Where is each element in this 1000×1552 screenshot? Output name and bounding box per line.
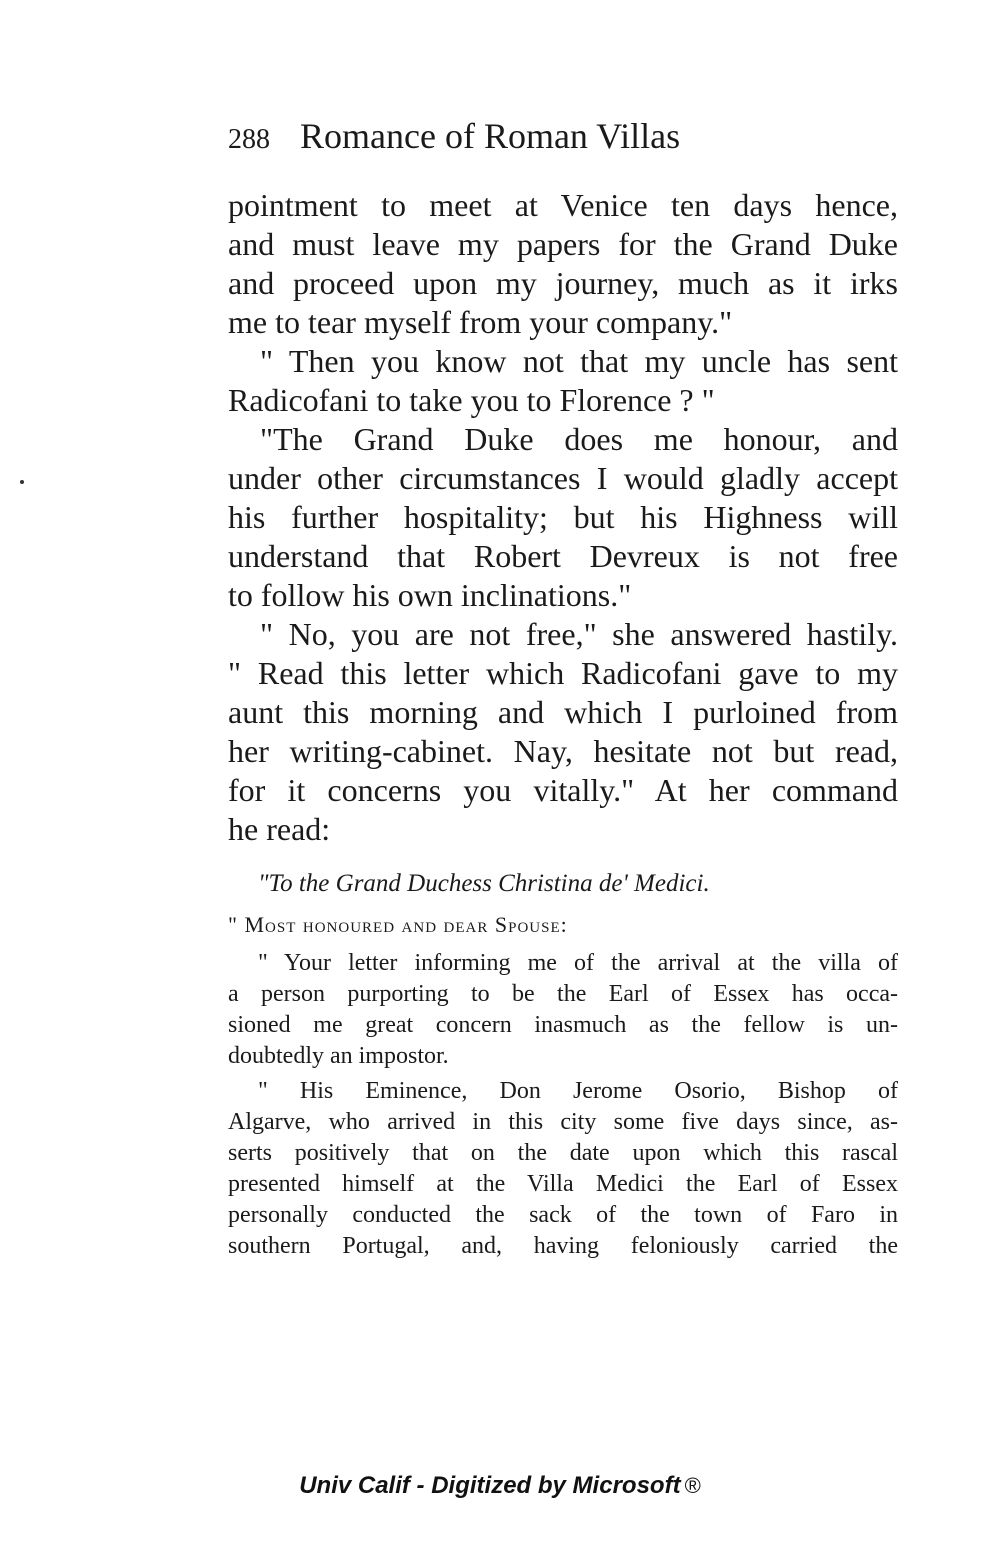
text-line: me to tear myself from your company." xyxy=(228,304,733,340)
text-line: presented himself at the Villa Medici the Earl of Essex xyxy=(228,1171,898,1197)
text-line: under other circumstances I would gladly accept xyxy=(228,460,898,496)
text-line: doubtedly an impostor. xyxy=(228,1043,449,1069)
paragraph-4 xyxy=(228,615,898,849)
body-text xyxy=(228,186,898,849)
digitization-footer xyxy=(0,1472,1000,1500)
text-line: her writing-cabinet. Nay, hesitate not but read, xyxy=(228,733,898,769)
running-title: Romance of Roman Villas xyxy=(300,116,681,156)
text-line: and proceed upon my journey, much as it irks xyxy=(228,265,898,301)
text-line: Algarve, who arrived in this city some five days since, as- xyxy=(228,1109,898,1135)
text-line: his further hospitality; but his Highness will xyxy=(228,499,898,535)
text-line: and must leave my papers for the Grand Duke xyxy=(228,226,898,262)
paragraph-3 xyxy=(228,420,898,615)
text-line: serts positively that on the date upon which this rascal xyxy=(228,1140,898,1166)
text-line: " Read this letter which Radicofani gave to my xyxy=(228,655,898,691)
text-line: a person purporting to be the Earl of Essex has occa- xyxy=(228,981,898,1007)
quoted-letter xyxy=(228,868,898,1266)
letter-salutation: " Most honoured and dear Spouse: xyxy=(228,912,568,937)
text-line: southern Portugal, and, having feloniously carried the xyxy=(228,1233,898,1259)
paragraph-1 xyxy=(228,186,898,342)
text-line: " No, you are not free," she answered hastily. xyxy=(260,616,898,652)
letter-paragraph-1 xyxy=(228,948,898,1072)
text-line: " Then you know not that my uncle has sent xyxy=(260,343,898,379)
text-line: " Your letter informing me of the arrival at the villa of xyxy=(258,950,898,976)
letter-address: "To the Grand Duchess Christina de' Medici. xyxy=(258,870,710,897)
page-number: 288 xyxy=(228,124,270,155)
text-line: personally conducted the sack of the town of Faro in xyxy=(228,1202,898,1228)
footer-text: Univ Calif - Digitized by Microsoft xyxy=(299,1472,681,1499)
text-line: " His Eminence, Don Jerome Osorio, Bishop of xyxy=(258,1078,898,1104)
microsoft-mark-icon: ® xyxy=(684,1473,701,1498)
text-line: Radicofani to take you to Florence ? " xyxy=(228,382,715,418)
text-line: understand that Robert Devreux is not free xyxy=(228,538,898,574)
text-line: he read: xyxy=(228,811,331,847)
running-header xyxy=(228,110,898,162)
text-line: aunt this morning and which I purloined from xyxy=(228,694,898,730)
text-line: pointment to meet at Venice ten days hence, xyxy=(228,187,898,223)
text-line: "The Grand Duke does me honour, and xyxy=(260,421,898,457)
text-line: sioned me great concern inasmuch as the fellow is un- xyxy=(228,1012,898,1038)
paragraph-2 xyxy=(228,342,898,420)
letter-paragraph-2 xyxy=(228,1076,898,1262)
scan-speck xyxy=(20,480,24,484)
text-line: for it concerns you vitally." At her command xyxy=(228,772,898,808)
text-line: to follow his own inclinations." xyxy=(228,577,632,613)
